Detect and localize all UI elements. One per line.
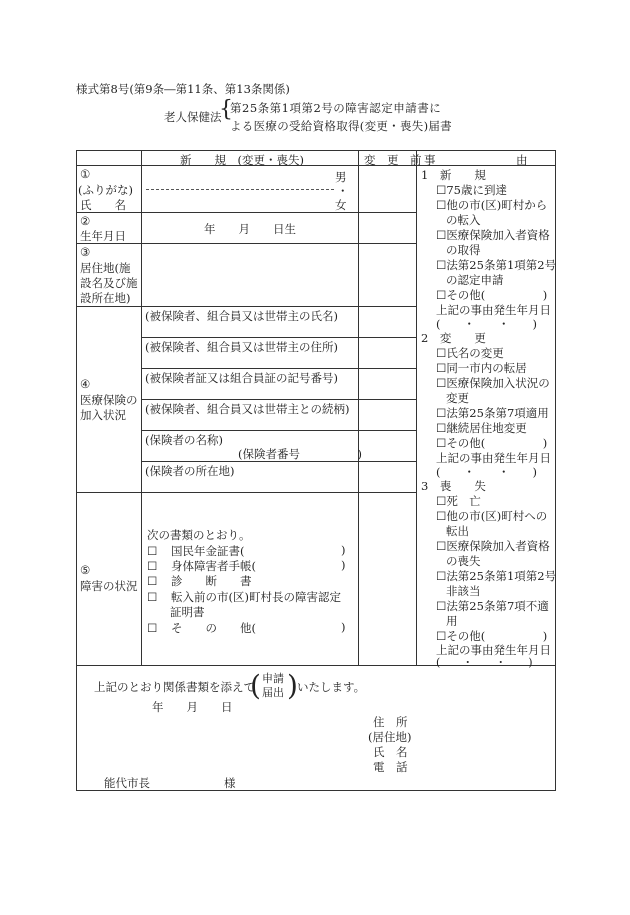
doc-item-other-close: ) (341, 620, 346, 634)
footer-statement: 上記のとおり関係書類を添えて (94, 680, 255, 694)
section-new-date-label: 上記の事由発生年月日 (436, 303, 551, 317)
sex-female[interactable]: 女 (335, 198, 347, 212)
checkbox-icon: ☐ (147, 544, 158, 558)
col-header-reason: 事 由 (424, 153, 528, 167)
disability-intro: 次の書類のとおり。 (147, 528, 251, 542)
row-address-label-1: 居住地(施 (80, 261, 131, 275)
name-label: 氏 名 (373, 745, 408, 759)
footer-date-field[interactable]: 年 月 日 (152, 700, 233, 714)
row-address-number: ③ (80, 245, 91, 259)
section-loss-date-label: 上記の事由発生年月日 (436, 643, 551, 657)
footer-brace-right: ) (287, 669, 298, 702)
insurer-name-field[interactable]: (保険者の名称) (145, 433, 223, 447)
reason-change-item[interactable]: ☐法第25条第7項適用 (436, 406, 549, 420)
footer-option-apply[interactable]: 申請 (262, 672, 284, 685)
relationship-field[interactable]: (被保険者、組合員又は世帯主との続柄) (145, 402, 350, 416)
phone-label: 電 話 (373, 760, 408, 774)
reason-loss-item-cont: 非該当 (446, 584, 481, 598)
reason-change-item[interactable]: ☐同一市内の転居 (436, 361, 527, 375)
addressee: 能代市長 (104, 776, 150, 790)
address-label: 住 所 (373, 715, 408, 729)
reason-change-item[interactable]: ☐継続居住地変更 (436, 421, 527, 435)
section-loss-title: 3 喪 失 (421, 479, 486, 493)
doc-item-other[interactable]: ☐ そ の 他( (147, 621, 256, 635)
reason-loss-item[interactable]: ☐その他( ) (436, 629, 548, 643)
checkbox-icon: ☐ (436, 258, 447, 272)
checkbox-icon: ☐ (436, 629, 447, 643)
checkbox-icon: ☐ (436, 599, 447, 613)
checkbox-icon: ☐ (436, 361, 447, 375)
row-address-label-2: 設名及び施 (80, 276, 138, 290)
checkbox-icon: ☐ (147, 574, 158, 588)
reason-loss-item[interactable]: ☐死 亡 (436, 494, 481, 508)
doc-item-pension[interactable]: ☐ 国民年金証書( (147, 544, 245, 558)
reason-new-item[interactable]: ☐他の市(区)町村から (436, 198, 548, 212)
checkbox-icon: ☐ (147, 559, 158, 573)
title-line-2: よる医療の受給資格取得(変更・喪失)届書 (230, 119, 452, 133)
checkbox-icon: ☐ (436, 183, 447, 197)
birth-date-field[interactable]: 年 月 日生 (204, 222, 296, 236)
insurer-address-field[interactable]: (保険者の所在地) (145, 464, 235, 478)
section-change-date-label: 上記の事由発生年月日 (436, 451, 551, 465)
col-header-before: 変 更 前 (364, 153, 422, 167)
reason-loss-item[interactable]: ☐医療保険加入者資格 (436, 539, 550, 553)
reason-new-item[interactable]: ☐医療保険加入者資格 (436, 228, 550, 242)
reason-change-item-cont: 変更 (446, 391, 469, 405)
reason-change-item[interactable]: ☐医療保険加入状況の (436, 376, 550, 390)
section-new-title: 1 新 規 (421, 168, 486, 182)
reason-new-item-cont: の認定申請 (446, 273, 504, 287)
insured-address-field[interactable]: (被保険者、組合員又は世帯主の住所) (145, 340, 338, 354)
checkbox-icon: ☐ (436, 494, 447, 508)
doc-item-pension-close: ) (341, 543, 346, 557)
checkbox-icon: ☐ (436, 569, 447, 583)
sex-male[interactable]: 男 (335, 170, 347, 184)
doc-item-medical-certificate[interactable]: ☐ 診 断 書 (147, 574, 252, 588)
sex-separator: ・ (337, 184, 349, 198)
row-disability-label: 障害の状況 (80, 579, 138, 593)
checkbox-icon: ☐ (436, 376, 447, 390)
row-insurance-label-1: 医療保険の (80, 393, 138, 407)
checkbox-icon: ☐ (436, 228, 447, 242)
row-insurance-label-2: 加入状況 (80, 408, 126, 422)
row-name-number: ① (80, 167, 91, 181)
reason-new-item[interactable]: ☐法第25条第1項第2号 (436, 258, 557, 272)
col-header-new: 新 規 (変更・喪失) (180, 153, 304, 167)
insurer-number-field[interactable]: (保険者番号 ) (238, 447, 362, 461)
reason-loss-item[interactable]: ☐法第25条第1項第2号 (436, 569, 557, 583)
reason-loss-item-cont: 転出 (446, 524, 469, 538)
reason-new-item[interactable]: ☐その他( ) (436, 288, 548, 302)
section-new-date-field[interactable]: ( ・ ・ ) (436, 317, 537, 331)
row-birth-label: 生年月日 (80, 229, 126, 243)
section-change-title: 2 変 更 (421, 331, 486, 345)
form-number: 様式第8号(第9条―第11条、第13条関係) (76, 82, 290, 96)
checkbox-icon: ☐ (436, 436, 447, 450)
checkbox-icon: ☐ (436, 509, 447, 523)
row-birth-number: ② (80, 214, 91, 228)
doc-item-disability-handbook[interactable]: ☐ 身体障害者手帳( (147, 559, 256, 573)
row-address-label-3: 設所在地) (80, 291, 131, 305)
doc-item-disability-handbook-close: ) (341, 558, 346, 572)
insurance-card-number-field[interactable]: (被保険者証又は組合員証の記号番号) (145, 371, 338, 385)
reason-loss-item-cont: 用 (446, 614, 458, 628)
footer-brace-left: ( (250, 669, 261, 702)
reason-change-item[interactable]: ☐氏名の変更 (436, 346, 504, 360)
reason-loss-item[interactable]: ☐他の市(区)町村への (436, 509, 548, 523)
row-name-label: 氏 名 (80, 198, 126, 212)
footer-statement-end: いたします。 (297, 680, 366, 694)
checkbox-icon: ☐ (436, 421, 447, 435)
furigana-divider (146, 189, 334, 190)
checkbox-icon: ☐ (436, 346, 447, 360)
reason-new-item-cont: の転入 (446, 213, 481, 227)
footer-option-notify[interactable]: 届出 (262, 686, 284, 699)
row-disability-number: ⑤ (80, 563, 91, 577)
checkbox-icon: ☐ (436, 406, 447, 420)
doc-item-previous-municipality-cert-cont: 証明書 (170, 605, 205, 619)
checkbox-icon: ☐ (436, 539, 447, 553)
residence-label: (居住地) (368, 730, 412, 744)
reason-loss-item[interactable]: ☐法第25条第7項不適 (436, 599, 549, 613)
honorific: 様 (224, 776, 236, 790)
reason-change-item[interactable]: ☐その他( ) (436, 436, 548, 450)
doc-item-previous-municipality-cert[interactable]: ☐ 転入前の市(区)町村長の障害認定 (147, 590, 341, 604)
row-name-furigana-label: (ふりがな) (78, 183, 133, 197)
section-change-date-field[interactable]: ( ・ ・ ) (436, 465, 537, 479)
law-name: 老人保健法 (164, 110, 222, 124)
row-insurance-number: ④ (80, 377, 91, 391)
insured-name-field[interactable]: (被保険者、組合員又は世帯主の氏名) (145, 309, 338, 323)
reason-loss-item-cont: の喪失 (446, 554, 481, 568)
section-loss-date-field[interactable]: ( ・ ・ ) (436, 656, 533, 669)
reason-new-item-cont: の取得 (446, 243, 481, 257)
checkbox-icon: ☐ (147, 621, 158, 635)
title-line-1: 第25条第1項第2号の障害認定申請書に (230, 101, 442, 115)
checkbox-icon: ☐ (147, 590, 158, 604)
reason-new-item[interactable]: ☐75歳に到達 (436, 183, 507, 197)
checkbox-icon: ☐ (436, 288, 447, 302)
checkbox-icon: ☐ (436, 198, 447, 212)
title-brace: { (219, 97, 233, 122)
